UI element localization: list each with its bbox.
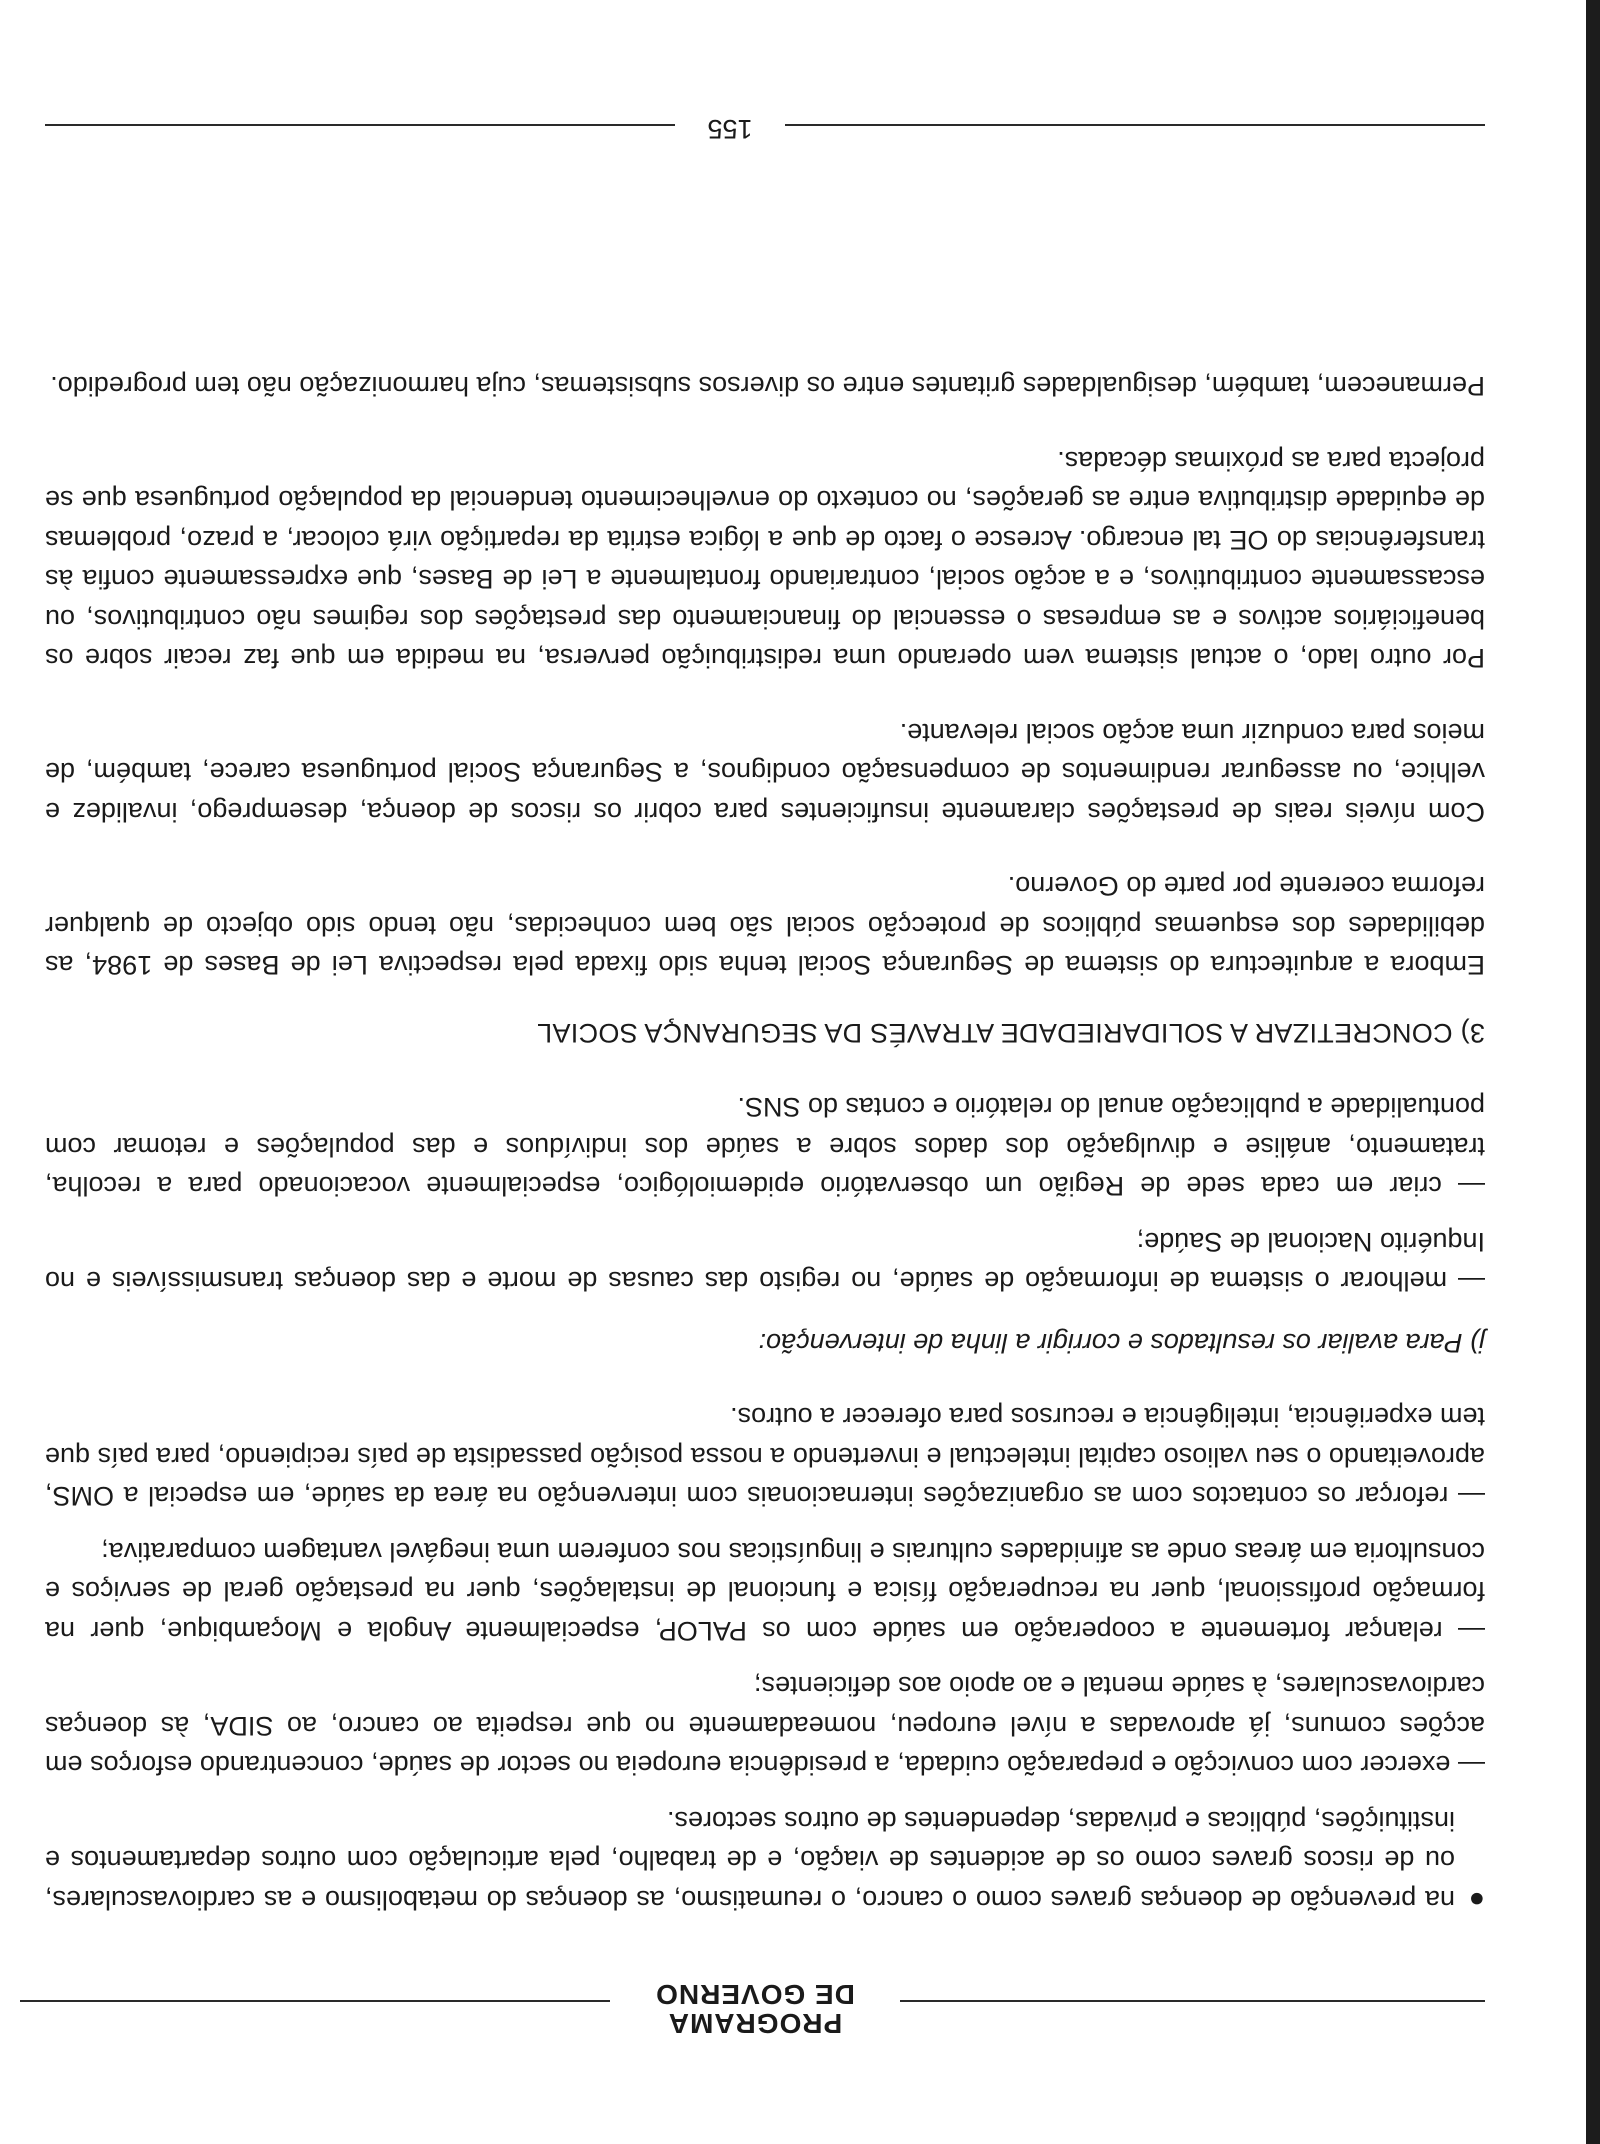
subheading-j: j) Para avaliar os resultados e corrigir a linha de intervenção: xyxy=(758,1328,1485,1358)
page-header xyxy=(45,1978,1485,2038)
section-heading-3: 3) CONCRETIZAR A SOLIDARIEDADE ATRAVÉS DA SEGURANÇA SOCIAL xyxy=(536,1018,1485,1048)
paragraph-international: — reforçar os contactos com as organizações internacionais com intervenção na área da saúde, em especial a OMS, aproveitando o seu valioso capital intelectual e invertendo a nossa posição passadista de país recipiendo, para país que tem experiência, inteligência e recursos para oferecer a outros. xyxy=(45,1402,1485,1512)
paragraph-information: — melhorar o sistema de informação de saúde, no registo das causas de morte e das doenças transmissíveis e no Inquérito Nacional de Saúde; xyxy=(45,1227,1485,1297)
footer-rule-right xyxy=(45,124,675,126)
header-rule-left xyxy=(900,2000,1485,2002)
footer-rule-left xyxy=(785,124,1485,126)
paragraph-palop: — relançar fortemente a cooperação em saúde com os PALOP, especialmente Angola e Moçambique, quer na formação profissional, quer na recuperação física e funcional de instalações, quer na prestação geral de serviços e consultoria em áreas onde as afinidades culturais e linguísticas nos conferem uma inegável vantagem comparativa; xyxy=(45,1537,1485,1646)
paragraph-prevention xyxy=(45,1801,1485,1920)
paragraph-eu-presidency: — exercer com convicção e preparação cuidada, a presidência europeia no sector de saúde, concentrando esforços em acções comuns, já aprovadas a nível europeu, nomeadamente no que respeita ao cancro, ao SIDA, às doenças cardiovasculares, à saúde mental e ao apoio aos deficientes; xyxy=(45,1671,1485,1781)
paragraph-observatory: — criar em cada sede de Região um observatório epidemiológico, especialmente vocacionado para a recolha, tratamento, análise e divulgação dos dados sobre a saúde dos indivíduos e das populações e retomar com pontualidade a publicação anual do relatório e contas do SNS. xyxy=(45,1092,1485,1202)
header-title xyxy=(630,1980,880,2038)
paragraph-text: na prevenção de doenças graves como o cancro, o reumatismo, as doenças do metabolismo e as cardiovasculares, ou de riscos graves como os de acidentes de viação, e de trabalho, pela articulação com outros departamentos e instituições, públicas e privadas, dependentes de outros sectores. xyxy=(45,1806,1455,1915)
paragraph-architecture: Embora a arquitectura do sistema de Segurança Social tenha sido fixada pela respectiva Lei de Bases de 1984, as debilidades dos esquemas públicos de protecção social são bem conhecidas, não tendo sido objecto de qualquer reforma coerente por parte do Governo. xyxy=(45,871,1485,981)
bullet-icon: ● xyxy=(1468,1885,1485,1915)
body-text xyxy=(45,331,1485,1919)
page-footer xyxy=(45,104,1485,144)
header-title-line2: DE GOVERNO xyxy=(655,1979,855,2010)
paragraph-inequalities: Permanecem, também, desigualdades gritantes entre os diversos subsistemas, cuja harmonização não tem progredido. xyxy=(50,371,1485,402)
paragraph-benefits: Com níveis reais de prestações claramente insuficientes para cobrir os riscos de doença, desemprego, invalidez e velhice, ou assegurar rendimentos de compensação condignos, a Segurança Social portuguesa carece, também, de meios para conduzir uma acção social relevante. xyxy=(45,718,1485,827)
paragraph-redistribution: Por outro lado, o actual sistema vem operando uma redistribuição perversa, na medida em que faz recair sobre os beneficiários activos e as empresas o essencial do financiamento das prestações dos regimes não contributivos, ou escassamente contributivos, e a acção social, contrariando frontalmente a Lei de Bases, que expressamente confia às transferências do OE tal encargo. Acresce o facto de que a lógica estrita da repartição virá colocar, a prazo, problemas de equidade distributiva entre as gerações, no contexto do envelhecimento tendencial da população portuguesa que se projecta para as próximas décadas. xyxy=(45,446,1485,674)
header-rule-right xyxy=(20,2000,610,2002)
scan-edge xyxy=(1586,0,1600,2144)
header-title-line1: PROGRAMA xyxy=(667,2008,843,2039)
page-number: 155 xyxy=(707,114,753,144)
